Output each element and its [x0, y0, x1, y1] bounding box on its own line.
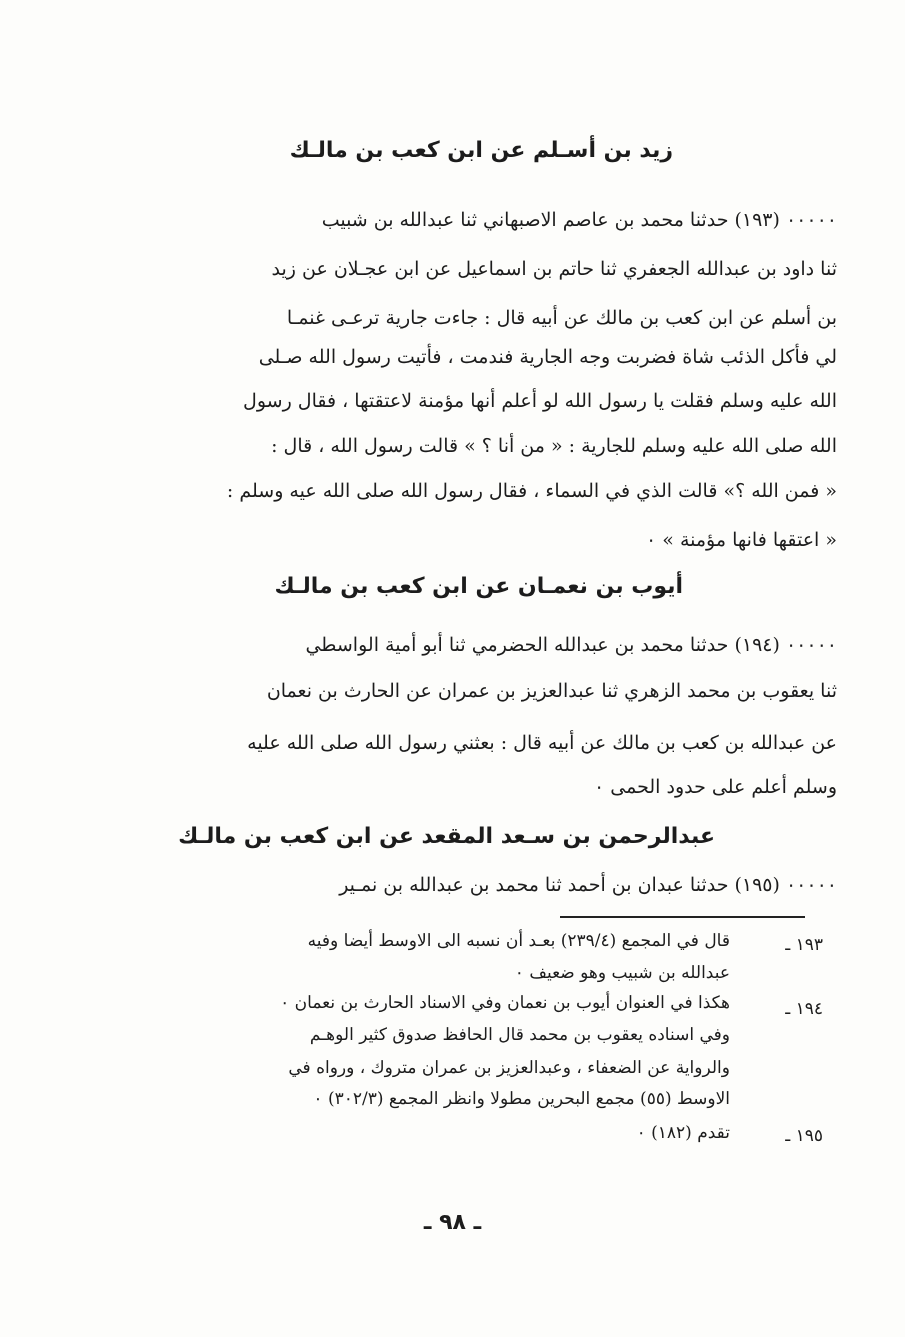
footnote-line: والرواية عن الضعفاء ، وعبدالعزيز بن عمران متروك ، ورواه في	[288, 1058, 730, 1078]
text-line: ٠٠٠٠٠ (١٩٤) حدثنا محمد بن عبدالله الحضرمي ثنا أبو أمية الواسطي	[305, 634, 837, 656]
footnote-line: هكذا في العنوان أيوب بن نعمان وفي الاسناد الحارث بن نعمان ٠	[280, 993, 730, 1013]
footnote-line: الاوسط (٥٥) مجمع البحرين مطولا وانظر المجمع (٣٠٢/٣) ٠	[313, 1089, 730, 1109]
footnote-line: قال في المجمع (٢٣٩/٤) بعـد أن نسبه الى الاوسط أيضا وفيه	[307, 931, 730, 951]
text-line: ٠٠٠٠٠ (١٩٣) حدثنا محمد بن عاصم الاصبهاني ثنا عبدالله بن شبيب	[321, 209, 837, 231]
footnote-line: عبدالله بن شبيب وهو ضعيف ٠	[514, 963, 730, 983]
text-line: « فمن الله ؟» قالت الذي في السماء ، فقال رسول الله صلى الله عيه وسلم :	[226, 480, 837, 502]
text-line: ٠٠٠٠٠ (١٩٥) حدثنا عبدان بن أحمد ثنا محمد بن عبدالله بن نمـير	[339, 874, 837, 896]
text-line: بن أسلم عن ابن كعب بن مالك عن أبيه قال : جاءت جارية ترعـى غنمـا	[286, 307, 837, 329]
section-heading: زيد بن أسـلم عن ابن كعب بن مالـك	[289, 138, 673, 163]
text-line: ثنا داود بن عبدالله الجعفري ثنا حاتم بن اسماعيل عن ابن عجـلان عن زيد	[271, 258, 837, 280]
section-heading: أيوب بن نعمـان عن ابن كعب بن مالـك	[274, 574, 683, 599]
text-line: ثنا يعقوب بن محمد الزهري ثنا عبدالعزيز بن عمران عن الحارث بن نعمان	[266, 680, 837, 702]
footnote-number: ١٩٣ ـ	[785, 935, 823, 955]
text-line: الله صلى الله عليه وسلم للجارية : « من أنا ؟ » قالت رسول الله ، قال :	[271, 435, 837, 457]
footnote-line: تقدم (١٨٢) ٠	[636, 1123, 730, 1143]
text-line: لي فأكل الذئب شاة فضربت وجه الجارية فندمت ، فأتيت رسول الله صـلى	[258, 346, 837, 368]
text-line: عن عبدالله بن كعب بن مالك عن أبيه قال : بعثني رسول الله صلى الله عليه	[247, 732, 837, 754]
footnote-separator	[560, 916, 805, 918]
page-number: ـ ٩٨ ـ	[423, 1210, 482, 1235]
text-line: « اعتقها فانها مؤمنة » ٠	[646, 529, 837, 551]
text-line: الله عليه وسلم فقلت يا رسول الله لو أعلم أنها مؤمنة لاعتقتها ، فقال رسول	[243, 390, 837, 412]
text-line: وسلم أعلم على حدود الحمى ٠	[594, 776, 837, 798]
footnote-number: ١٩٤ ـ	[785, 999, 823, 1019]
section-heading: عبدالرحمن بن سـعد المقعد عن ابن كعب بن مالـك	[178, 824, 715, 849]
footnote-number: ١٩٥ ـ	[785, 1126, 823, 1146]
footnote-line: وفي اسناده يعقوب بن محمد قال الحافظ صدوق كثير الوهـم	[309, 1025, 730, 1045]
